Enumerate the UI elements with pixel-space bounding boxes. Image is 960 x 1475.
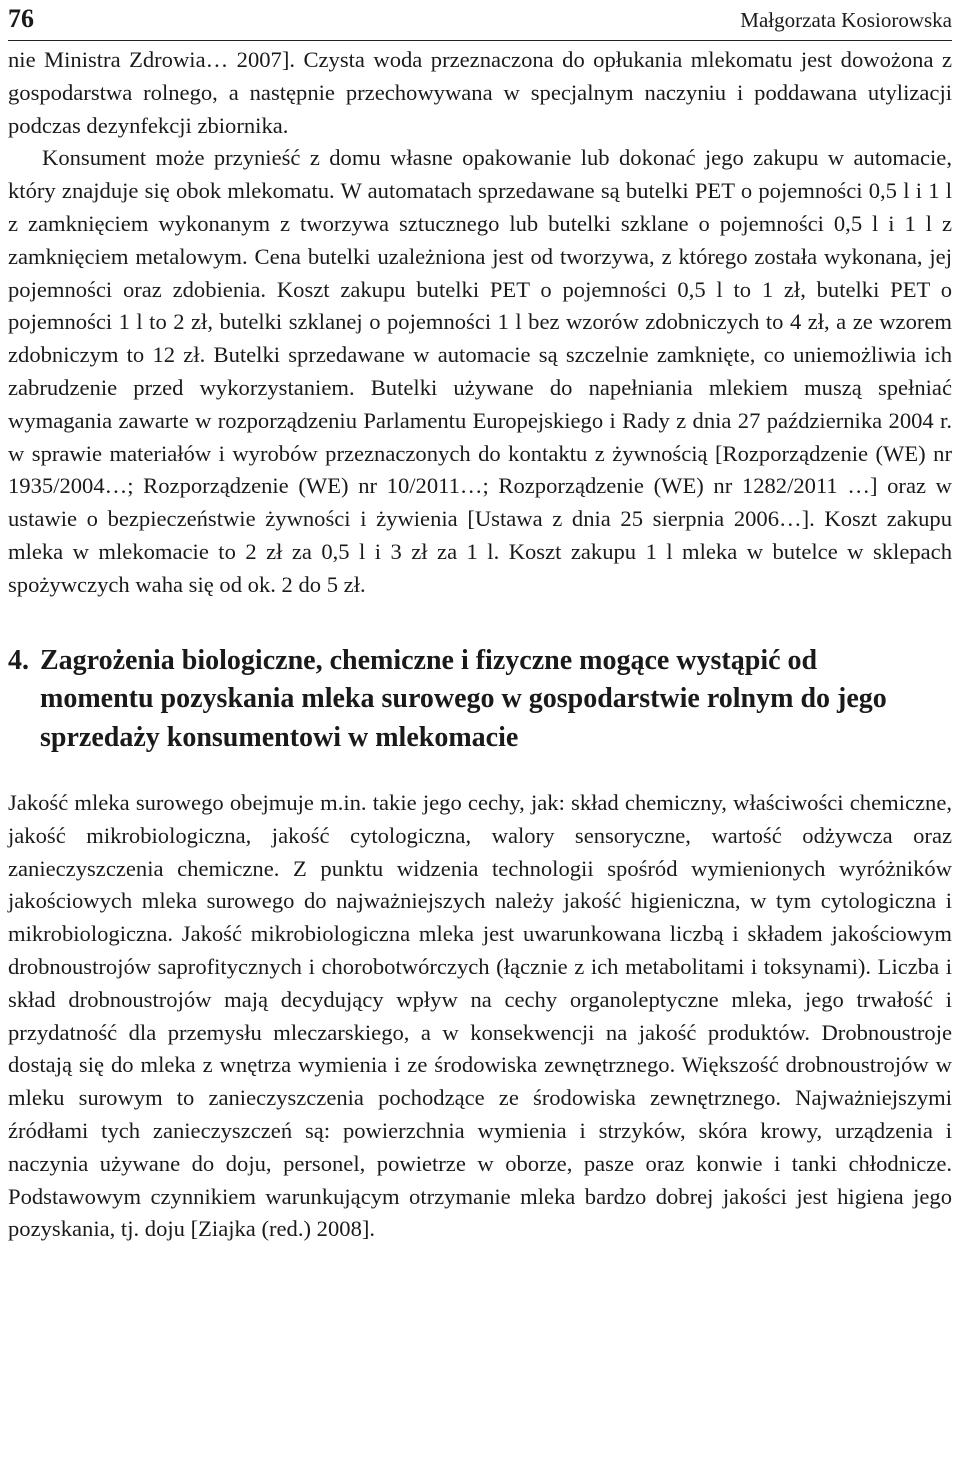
running-header-author: Małgorzata Kosiorowska	[740, 8, 952, 32]
paragraph-packaging: Konsument może przynieść z domu własne opakowanie lub dokonać jego zakupu w automacie, który znajduje się obok mlekomatu. W automatach sprzedawane są butelki PET o pojemności 0,5 l i 1 l z zamknięciem wykonanym z tworzywa sztucznego lub butelki szklane o pojemności 0,5 l i 1 l z zamknięciem metalowym. Cena butelki uzależniona jest od tworzywa, z którego została wykonana, jej pojemności oraz zdobienia. Koszt zakupu butelki PET o pojemności 0,5 l to 1 zł, butelki PET o pojemności 1 l to 2 zł, butelki szklanej o pojemności 1 l bez wzorów zdobniczych to 4 zł, a ze wzorem zdobniczym to 12 zł. Butelki sprzedawane w automacie są szczelnie zamknięte, co uniemożliwia ich zabrudzenie przed wykorzystaniem. Butelki używane do napełniania mlekiem muszą spełniać wymagania zawarte w rozporządzeniu Parlamentu Europejskiego i Rady z dnia 27 października 2004 r. w sprawie materiałów i wyrobów przeznaczonych do kontaktu z żywnością [Rozporządzenie (WE) nr 1935/2004…; Rozporządzenie (WE) nr 10/2011…; Rozporządzenie (WE) nr 1282/2011 …] oraz w ustawie o bezpieczeństwie żywności i żywienia [Ustawa z dnia 25 sierpnia 2006…]. Koszt zakupu mleka w mlekomacie to 2 zł za 0,5 l i 3 zł za 1 l. Koszt zakupu 1 l mleka w butelce w sklepach spożywczych waha się od ok. 2 do 5 zł.	[8, 145, 952, 597]
paragraph-milk-quality: Jakość mleka surowego obejmuje m.in. takie jego cechy, jak: skład chemiczny, właściwości chemiczne, jakość mikrobiologiczna, jakość cytologiczna, walory sensoryczne, wartość odżywcza oraz zanieczyszczenia chemiczne. Z punktu widzenia technologii spośród wymienionych wyróżników jakościowych mleka surowego do najważniejszych należy jakość higieniczna, w tym cytologiczna i mikrobiologiczna. Jakość mikrobiologiczna mleka jest uwarunkowana liczbą i składem jakościowym drobnoustrojów saprofitycznych i chorobotwórczych (łącznie z ich metabolitami i toksynami). Liczba i skład drobnoustrojów mają decydujący wpływ na cechy organoleptyczne mleka, jego trwałość i przydatność dla przemysłu mleczarskiego, a w konsekwencji na jakość produktów. Drobnoustroje dostają się do mleka z wnętrza wymienia i ze środowiska zewnętrznego. Większość drobnoustrojów w mleku surowym to zanieczyszczenia pochodzące ze środowiska zewnętrznego. Najważniejszymi źródłami tych zanieczyszczeń są: powierzchnia wymienia i strzyków, skóra krowy, urządzenia i naczynia używane do doju, personel, powietrze w oborze, pasze oraz konwie i tanki chłodnicze. Podstawowym czynnikiem warunkującym otrzymanie mleka bardzo dobrej jakości jest higiena jego pozyskania, tj. doju [Ziajka (red.) 2008].	[8, 790, 952, 1242]
page-header	[8, 0, 952, 41]
section-title: Zagrożenia biologiczne, chemiczne i fizyczne mogące wystąpić od momentu pozyskania mleka surowego w gospodarstwie rolnym do jego sprzedaży konsumentowi w mlekomacie	[40, 644, 887, 753]
page-number: 76	[8, 4, 34, 33]
section-heading	[8, 642, 952, 758]
paragraph-continued: nie Ministra Zdrowia… 2007]. Czysta woda przeznaczona do opłukania mlekomatu jest dowożona z gospodarstwa rolnego, a następnie przechowywana w specjalnym naczyniu i poddawana utylizacji podczas dezynfekcji zbiornika.	[8, 47, 952, 138]
section-number: 4.	[8, 644, 29, 676]
page-content	[8, 44, 952, 1246]
